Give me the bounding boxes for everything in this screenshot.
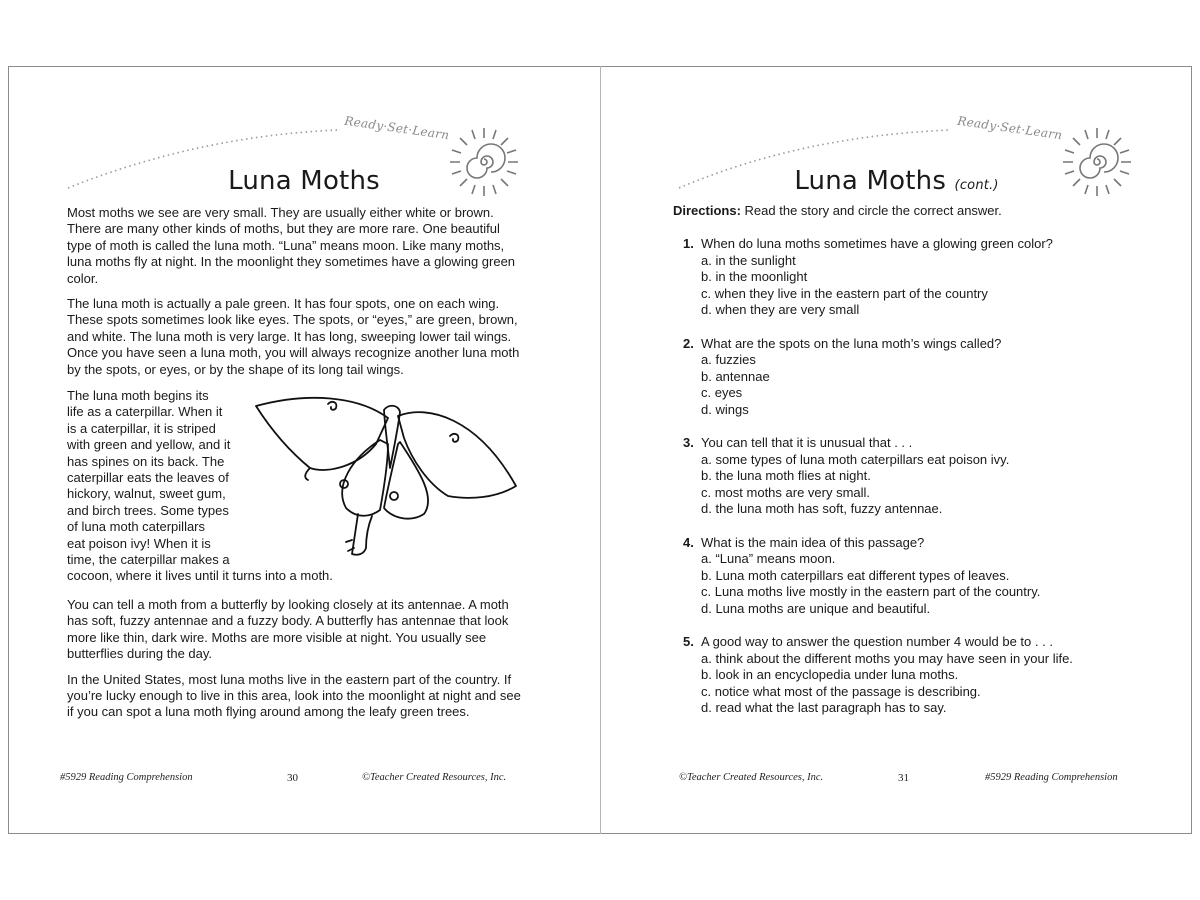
answer-option[interactable]: d. read what the last paragraph has to say. [701,700,947,715]
question-number: 2. [683,335,694,351]
right-page [601,66,1192,834]
paragraph-4: You can tell a moth from a butterfly by looking closely at its antennae. A moth has soft, fuzzy antennae and a fuzzy body. A butterfly has antennae that look more like thin, dark wire. Moths are more visible at night. You usually see butterflies during the day. [67,597,509,662]
answer-option[interactable]: b. Luna moth caterpillars eat different types of leaves. [701,567,1010,583]
question-text: What are the spots on the luna moth’s wings called? [701,335,1002,351]
question-number: 1. [683,236,694,251]
wrap-line: and birch trees. Some types [67,502,229,518]
wrap-line: The luna moth begins its [67,388,209,403]
question-3 [683,435,1163,518]
answer-option[interactable]: a. in the sunlight [701,252,796,268]
answer-option[interactable]: d. Luna moths are unique and beautiful. [701,600,931,616]
wrap-line: hickory, walnut, sweet gum, [67,486,226,502]
left-page [8,66,600,834]
question-text: A good way to answer the question number 4 would be to . . . [701,634,1053,649]
title-suffix: (cont.) [954,178,999,193]
question-text: When do luna moths sometimes have a glowing green color? [701,236,1053,251]
answer-option[interactable]: b. in the moonlight [701,269,808,284]
question-number: 5. [683,634,694,649]
answer-option[interactable]: a. think about the different moths you may have seen in your life. [701,650,1073,666]
wrap-line: eat poison ivy! When it is [67,535,211,551]
paragraph-1: Most moths we see are very small. They are usually either white or brown. There are many other kinds of moths, but they are more rare. One beautiful type of moth is called the luna moth. “Luna” means moon. Like many moths, luna moths fly at night. In the moonlight they sometimes have a glowing green color. [67,205,516,286]
page-title [601,166,1192,196]
footer-left: ©Teacher Created Resources, Inc. [679,772,824,783]
wrap-line: has spines on its back. The [67,453,225,469]
question-number: 3. [683,435,694,450]
answer-option[interactable]: c. most moths are very small. [701,484,871,500]
answer-option[interactable]: c. when they live in the eastern part of the country [701,285,988,301]
footer-left: #5929 Reading Comprehension [60,772,193,783]
answer-option[interactable]: a. some types of luna moth caterpillars eat poison ivy. [701,451,1010,467]
directions-label: Directions: [673,203,741,218]
wrap-line: life as a caterpillar. When it [67,404,223,420]
question-text: What is the main idea of this passage? [701,534,925,550]
answer-option[interactable]: b. look in an encyclopedia under luna moths. [701,667,959,682]
title-text: Luna Moths [794,166,947,196]
answer-option[interactable]: c. eyes [701,385,743,400]
wrap-line: with green and yellow, and it [67,437,231,453]
question-1 [683,236,1163,319]
wrap-line: cocoon, where it lives until it turns into a moth. [67,568,333,584]
question-list [683,236,1163,734]
header-label: Ready·Set·Learn [956,113,1064,143]
passage-bottom [67,597,527,730]
luna-moth-illustration [248,388,523,560]
answer-option[interactable]: d. wings [701,401,749,417]
passage-top [67,205,527,387]
answer-option[interactable]: a. “Luna” means moon. [701,551,836,566]
answer-option[interactable]: d. the luna moth has soft, fuzzy antennae. [701,501,943,516]
question-text: You can tell that it is unusual that . . . [701,435,913,450]
footer-right: ©Teacher Created Resources, Inc. [362,772,507,783]
question-number: 4. [683,534,694,550]
page-number: 31 [898,772,909,784]
answer-option[interactable]: b. antennae [701,368,770,384]
directions-text: Read the story and circle the correct answer. [744,203,1002,218]
answer-option[interactable]: c. Luna moths live mostly in the eastern part of the country. [701,584,1041,599]
answer-option[interactable]: c. notice what most of the passage is describing. [701,683,981,699]
answer-option[interactable]: b. the luna moth flies at night. [701,468,871,483]
question-4 [683,535,1163,618]
paragraph-5: In the United States, most luna moths live in the eastern part of the country. If you’re lucky enough to live in this area, look into the moonlight at night and see if you can spot a luna moth flying around among the leafy green trees. [67,671,521,720]
page-number: 30 [287,772,298,784]
directions [673,203,1002,218]
answer-option[interactable]: a. fuzzies [701,352,756,367]
question-5 [683,634,1163,717]
footer-right: #5929 Reading Comprehension [985,772,1118,783]
header-label: Ready·Set·Learn [343,113,451,143]
question-2 [683,336,1163,419]
wrap-line: time, the caterpillar makes a [67,552,230,568]
wrap-line: of luna moth caterpillars [67,519,206,535]
page-title: Luna Moths [228,166,380,196]
paragraph-2: The luna moth is actually a pale green. It has four spots, one on each wing. These spots sometimes look like eyes. The spots, or “eyes,” are green, brown, and white. The luna moth is very large. It has long, sweeping lower tail wings. Once you have seen a luna moth, you will always recognize another luna moth by the spots, or eyes, or by the shape of its long tail wings. [67,296,520,377]
answer-option[interactable]: d. when they are very small [701,302,860,317]
wrap-line: is a caterpillar, it is striped [67,420,216,436]
wrap-line: caterpillar eats the leaves of [67,470,229,486]
